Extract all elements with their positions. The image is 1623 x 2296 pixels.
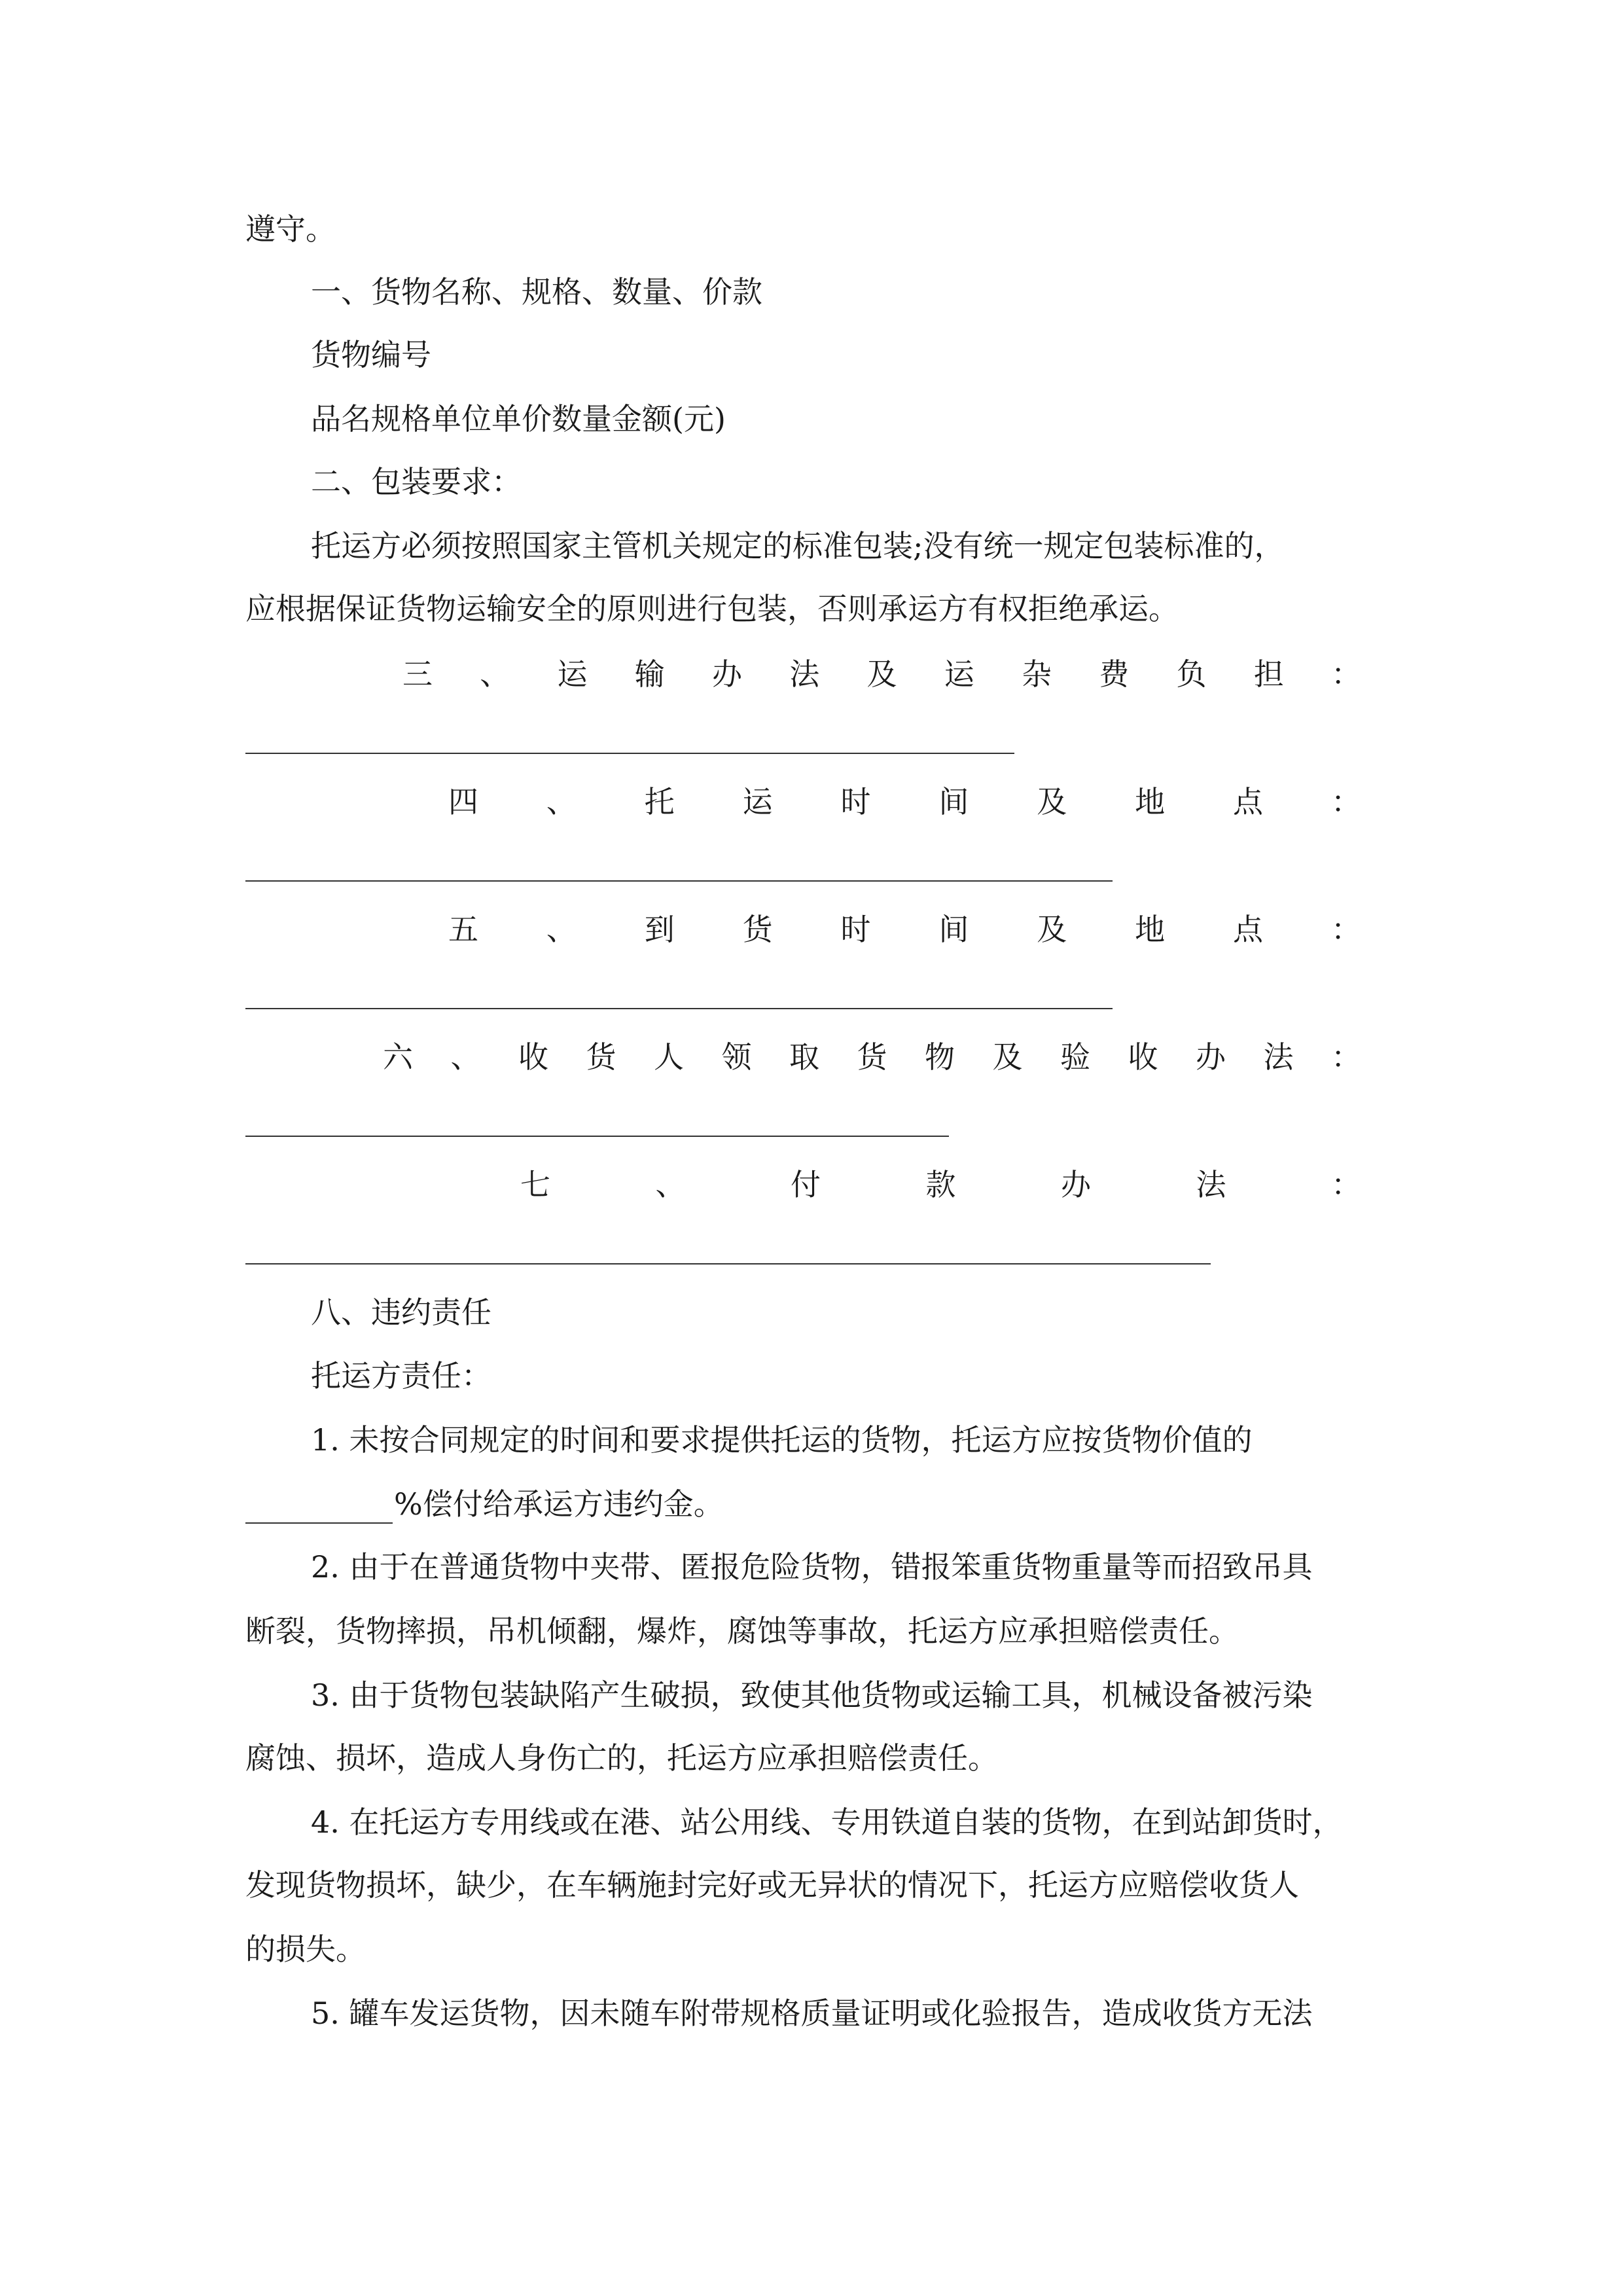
heading-char: 输: [634, 656, 665, 692]
fill-in-blank-line: [245, 1136, 949, 1137]
section-heading-7: [520, 1165, 1361, 1204]
text-span: %偿付给承运方违约金。: [394, 1486, 724, 1522]
paragraph-line: 3. 由于货物包装缺陷产生破损，致使其他货物或运输工具，机械设备被污染: [311, 1677, 1313, 1713]
fill-in-blank: [245, 1491, 393, 1524]
heading-char: 费: [1099, 656, 1130, 692]
heading-char: 运: [557, 656, 588, 692]
heading-char: 点: [1233, 784, 1263, 819]
heading-char: 负: [1176, 656, 1207, 692]
heading-char: 到: [644, 912, 675, 947]
heading-char: 时: [840, 784, 871, 819]
heading-char: 人: [654, 1039, 684, 1075]
heading-char: 点: [1233, 912, 1263, 947]
heading-char: 法: [1263, 1039, 1294, 1075]
heading-char: ：: [1331, 656, 1361, 692]
heading-char: 及: [866, 656, 897, 692]
section-heading-8: 八、违约责任: [311, 1295, 491, 1330]
heading-char: 办: [1061, 1167, 1091, 1202]
paragraph-line: 5. 罐车发运货物，因未随车附带规格质量证明或化验报告，造成收货方无法: [311, 1996, 1313, 2031]
heading-char: 托: [644, 784, 675, 819]
heading-char: ：: [1330, 912, 1361, 947]
heading-char: 时: [840, 912, 871, 947]
section-heading-3: [402, 655, 1361, 694]
section-heading-5: [448, 910, 1361, 949]
heading-char: 收: [518, 1039, 548, 1075]
heading-char: 及: [1037, 784, 1067, 819]
section-heading-4: [448, 782, 1361, 821]
heading-char: 款: [925, 1167, 956, 1202]
heading-char: 及: [1037, 912, 1067, 947]
heading-char: 、: [450, 1039, 481, 1075]
paragraph-line: [245, 1484, 1381, 1524]
heading-char: 办: [712, 656, 742, 692]
fill-in-blank-line: [245, 753, 1014, 754]
heading-char: 法: [1196, 1167, 1226, 1202]
paragraph-line: 应根据保证货物运输安全的原则进行包装，否则承运方有权拒绝承运。: [245, 591, 1179, 626]
heading-char: 、: [546, 784, 577, 819]
heading-char: 、: [480, 656, 510, 692]
heading-char: ：: [1331, 1167, 1361, 1202]
heading-char: 收: [1128, 1039, 1158, 1075]
paragraph-line: 4. 在托运方专用线或在港、站公用线、专用铁道自装的货物，在到站卸货时，: [311, 1804, 1343, 1840]
text-line: 遵守。: [245, 211, 336, 247]
fill-in-blank-line: [245, 880, 1113, 882]
fill-in-blank-line: [245, 1008, 1113, 1009]
heading-char: 担: [1253, 656, 1284, 692]
paragraph-line: 托运方必须按照国家主管机关规定的标准包装;没有统一规定包装标准的，: [311, 528, 1285, 564]
section-heading-2: 二、包装要求：: [311, 464, 522, 499]
paragraph-line: 2. 由于在普通货物中夹带、匿报危险货物，错报笨重货物重量等而招致吊具: [311, 1549, 1313, 1585]
section-heading-6: [383, 1037, 1361, 1077]
heading-char: 取: [789, 1039, 819, 1075]
heading-char: 办: [1196, 1039, 1226, 1075]
heading-char: 七: [520, 1167, 550, 1202]
heading-char: 、: [546, 912, 577, 947]
paragraph-line: 的损失。: [245, 1931, 366, 1967]
heading-char: 法: [789, 656, 820, 692]
heading-char: 验: [1060, 1039, 1090, 1075]
text-line: 货物编号: [311, 337, 431, 372]
paragraph-line: 腐蚀、损坏，造成人身伤亡的，托运方应承担赔偿责任。: [245, 1740, 998, 1776]
heading-char: ：: [1331, 1039, 1361, 1075]
heading-char: 货: [586, 1039, 616, 1075]
paragraph-line: 发现货物损坏，缺少，在车辆施封完好或无异状的情况下，托运方应赔偿收货人: [245, 1867, 1299, 1903]
heading-char: 地: [1135, 784, 1166, 819]
heading-char: 四: [448, 784, 478, 819]
heading-char: 杂: [1022, 656, 1052, 692]
heading-char: 地: [1135, 912, 1166, 947]
fill-in-blank-line: [245, 1263, 1211, 1265]
paragraph-line: 断裂，货物摔损，吊机倾翻，爆炸，腐蚀等事故，托运方应承担赔偿责任。: [245, 1613, 1239, 1649]
text-line: 托运方责任：: [311, 1358, 491, 1393]
paragraph-line: 1. 未按合同规定的时间和要求提供托运的货物，托运方应按货物价值的: [311, 1422, 1253, 1458]
heading-char: 物: [925, 1039, 955, 1075]
table-header-line: 品名规格单位单价数量金额(元): [311, 401, 726, 437]
heading-char: 领: [721, 1039, 752, 1075]
heading-char: 、: [655, 1167, 686, 1202]
heading-char: 货: [857, 1039, 887, 1075]
heading-char: 五: [448, 912, 478, 947]
heading-char: 间: [938, 912, 969, 947]
heading-char: 及: [992, 1039, 1023, 1075]
heading-char: 货: [742, 912, 773, 947]
heading-char: 付: [791, 1167, 821, 1202]
heading-char: 间: [938, 784, 969, 819]
section-heading-1: 一、货物名称、规格、数量、价款: [311, 274, 762, 310]
heading-char: 六: [383, 1039, 413, 1075]
heading-char: 三: [402, 656, 433, 692]
heading-char: 运: [742, 784, 773, 819]
heading-char: 运: [944, 656, 974, 692]
heading-char: ：: [1330, 784, 1361, 819]
